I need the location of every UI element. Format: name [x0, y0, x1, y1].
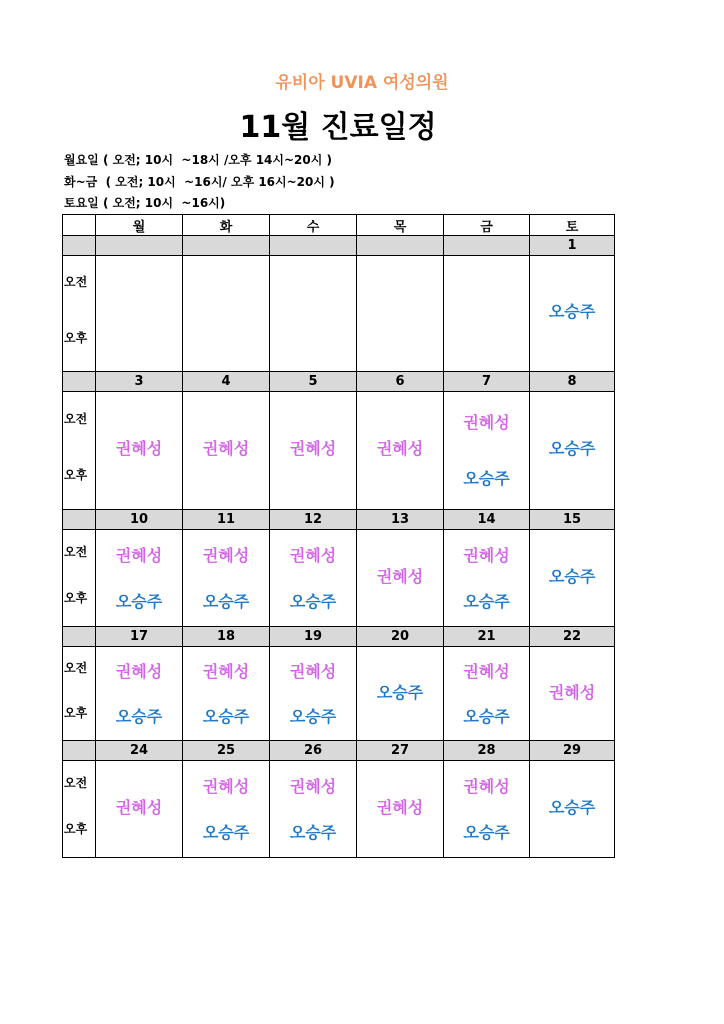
day-cell: [444, 647, 530, 741]
day-cell: [183, 647, 270, 741]
day-cell: [530, 392, 615, 510]
doctor-pm: 오승주: [202, 823, 250, 842]
doctor-pm: 오승주: [463, 823, 510, 842]
date-cell: 26: [270, 741, 357, 761]
am-label: 오전: [64, 545, 88, 559]
weekday-tue: 화: [183, 215, 270, 236]
date-cell: 27: [357, 741, 444, 761]
doctor-all: 권혜성: [115, 798, 163, 817]
day-cell: [530, 761, 615, 858]
date-cell: 13: [357, 510, 444, 530]
weekday-header-row: [63, 215, 615, 236]
doctor-am: 권혜성: [202, 777, 250, 796]
date-row: [63, 236, 615, 256]
date-cell: 25: [183, 741, 270, 761]
doctor-all: 권혜성: [289, 439, 337, 458]
day-cell: [270, 530, 357, 627]
doctor-pm: 오승주: [463, 707, 510, 726]
day-cell: [96, 761, 183, 858]
day-cell: [183, 256, 270, 372]
day-cell: [357, 530, 444, 627]
schedule-row: [63, 256, 615, 372]
day-cell: [96, 647, 183, 741]
date-row-label: [63, 236, 96, 256]
weekday-wed: 수: [270, 215, 357, 236]
doctor-all: 권혜성: [376, 567, 424, 586]
am-label: 오전: [64, 661, 88, 675]
doctor-pm: 오승주: [202, 592, 250, 611]
day-cell: [444, 761, 530, 858]
doctor-am: 권혜성: [463, 546, 510, 565]
am-pm-label: [63, 392, 96, 510]
date-cell: 4: [183, 372, 270, 392]
date-row: [63, 372, 615, 392]
am-label: 오전: [64, 776, 88, 790]
doctor-all: 오승주: [548, 567, 596, 586]
corner-cell: [63, 215, 96, 236]
day-cell: [530, 647, 615, 741]
pm-label: 오후: [64, 822, 88, 836]
weekday-fri: 금: [444, 215, 530, 236]
date-cell: 24: [96, 741, 183, 761]
pm-label: 오후: [64, 706, 88, 720]
day-cell: [530, 530, 615, 627]
date-row-label: [63, 510, 96, 530]
clinic-name: 유비아 UVIA 여성의원: [275, 73, 449, 93]
day-cell: [96, 530, 183, 627]
date-row-label: [63, 372, 96, 392]
doctor-all: 오승주: [548, 798, 596, 817]
am-label: 오전: [64, 275, 88, 289]
day-cell: [96, 392, 183, 510]
schedule-row: [63, 647, 615, 741]
date-cell: [183, 236, 270, 256]
date-cell: [96, 236, 183, 256]
day-cell: [270, 647, 357, 741]
day-cell: [530, 256, 615, 372]
date-row: [63, 510, 615, 530]
weekday-sat: 토: [530, 215, 615, 236]
page-title: 11월 진료일정: [239, 110, 437, 145]
pm-label: 오후: [64, 331, 88, 345]
doctor-am: 권혜성: [202, 662, 250, 681]
date-cell: [270, 236, 357, 256]
date-cell: 15: [530, 510, 615, 530]
date-cell: 6: [357, 372, 444, 392]
date-cell: [357, 236, 444, 256]
am-pm-label: [63, 761, 96, 858]
doctor-am: 권혜성: [463, 662, 510, 681]
doctor-pm: 오승주: [463, 469, 510, 488]
doctor-pm: 오승주: [289, 823, 337, 842]
am-pm-label: [63, 256, 96, 372]
doctor-all: 권혜성: [115, 439, 163, 458]
date-cell: 21: [444, 627, 530, 647]
doctor-all: 오승주: [376, 683, 424, 702]
doctor-am: 권혜성: [289, 777, 337, 796]
doctor-pm: 오승주: [115, 707, 163, 726]
date-cell: 8: [530, 372, 615, 392]
date-cell: [444, 236, 530, 256]
date-cell: 28: [444, 741, 530, 761]
date-cell: 3: [96, 372, 183, 392]
date-cell: 10: [96, 510, 183, 530]
day-cell: [357, 761, 444, 858]
doctor-am: 권혜성: [115, 662, 163, 681]
day-cell: [444, 392, 530, 510]
doctor-pm: 오승주: [289, 707, 337, 726]
date-cell: 17: [96, 627, 183, 647]
hours-monday: 월요일 ( 오전; 10시 ~18시 /오후 14시~20시 ): [64, 153, 332, 167]
doctor-pm: 오승주: [463, 592, 510, 611]
date-cell: 1: [530, 236, 615, 256]
date-cell: 20: [357, 627, 444, 647]
doctor-all: 권혜성: [376, 798, 424, 817]
am-pm-label: [63, 647, 96, 741]
date-row-label: [63, 627, 96, 647]
date-cell: 11: [183, 510, 270, 530]
day-cell: [270, 256, 357, 372]
doctor-all: 오승주: [548, 439, 596, 458]
doctor-pm: 오승주: [289, 592, 337, 611]
date-cell: 18: [183, 627, 270, 647]
hours-tue-fri: 화~금 ( 오전; 10시 ~16시/ 오후 16시~20시 ): [64, 175, 335, 189]
schedule-row: [63, 392, 615, 510]
day-cell: [96, 256, 183, 372]
day-cell: [270, 761, 357, 858]
date-row: [63, 627, 615, 647]
date-cell: 22: [530, 627, 615, 647]
day-cell: [183, 530, 270, 627]
doctor-am: 권혜성: [463, 413, 510, 432]
day-cell: [357, 392, 444, 510]
date-row-label: [63, 741, 96, 761]
date-cell: 7: [444, 372, 530, 392]
doctor-am: 권혜성: [115, 546, 163, 565]
day-cell: [183, 761, 270, 858]
am-label: 오전: [64, 412, 88, 426]
day-cell: [444, 530, 530, 627]
doctor-am: 권혜성: [289, 662, 337, 681]
date-cell: 5: [270, 372, 357, 392]
pm-label: 오후: [64, 591, 88, 605]
date-cell: 19: [270, 627, 357, 647]
date-row: [63, 741, 615, 761]
doctor-am: 권혜성: [289, 546, 337, 565]
weekday-mon: 월: [96, 215, 183, 236]
doctor-all: 권혜성: [548, 683, 596, 702]
schedule-row: [63, 761, 615, 858]
day-cell: [270, 392, 357, 510]
schedule-row: [63, 530, 615, 627]
am-pm-label: [63, 530, 96, 627]
schedule-calendar: [62, 214, 615, 858]
doctor-am: 권혜성: [463, 777, 510, 796]
doctor-all: 오승주: [548, 302, 596, 321]
date-cell: 12: [270, 510, 357, 530]
hours-saturday: 토요일 ( 오전; 10시 ~16시): [64, 196, 226, 210]
date-cell: 29: [530, 741, 615, 761]
day-cell: [357, 647, 444, 741]
doctor-all: 권혜성: [376, 439, 424, 458]
doctor-pm: 오승주: [115, 592, 163, 611]
day-cell: [444, 256, 530, 372]
day-cell: [183, 392, 270, 510]
doctor-all: 권혜성: [202, 439, 250, 458]
day-cell: [357, 256, 444, 372]
date-cell: 14: [444, 510, 530, 530]
pm-label: 오후: [64, 468, 88, 482]
doctor-am: 권혜성: [202, 546, 250, 565]
weekday-thu: 목: [357, 215, 444, 236]
doctor-pm: 오승주: [202, 707, 250, 726]
